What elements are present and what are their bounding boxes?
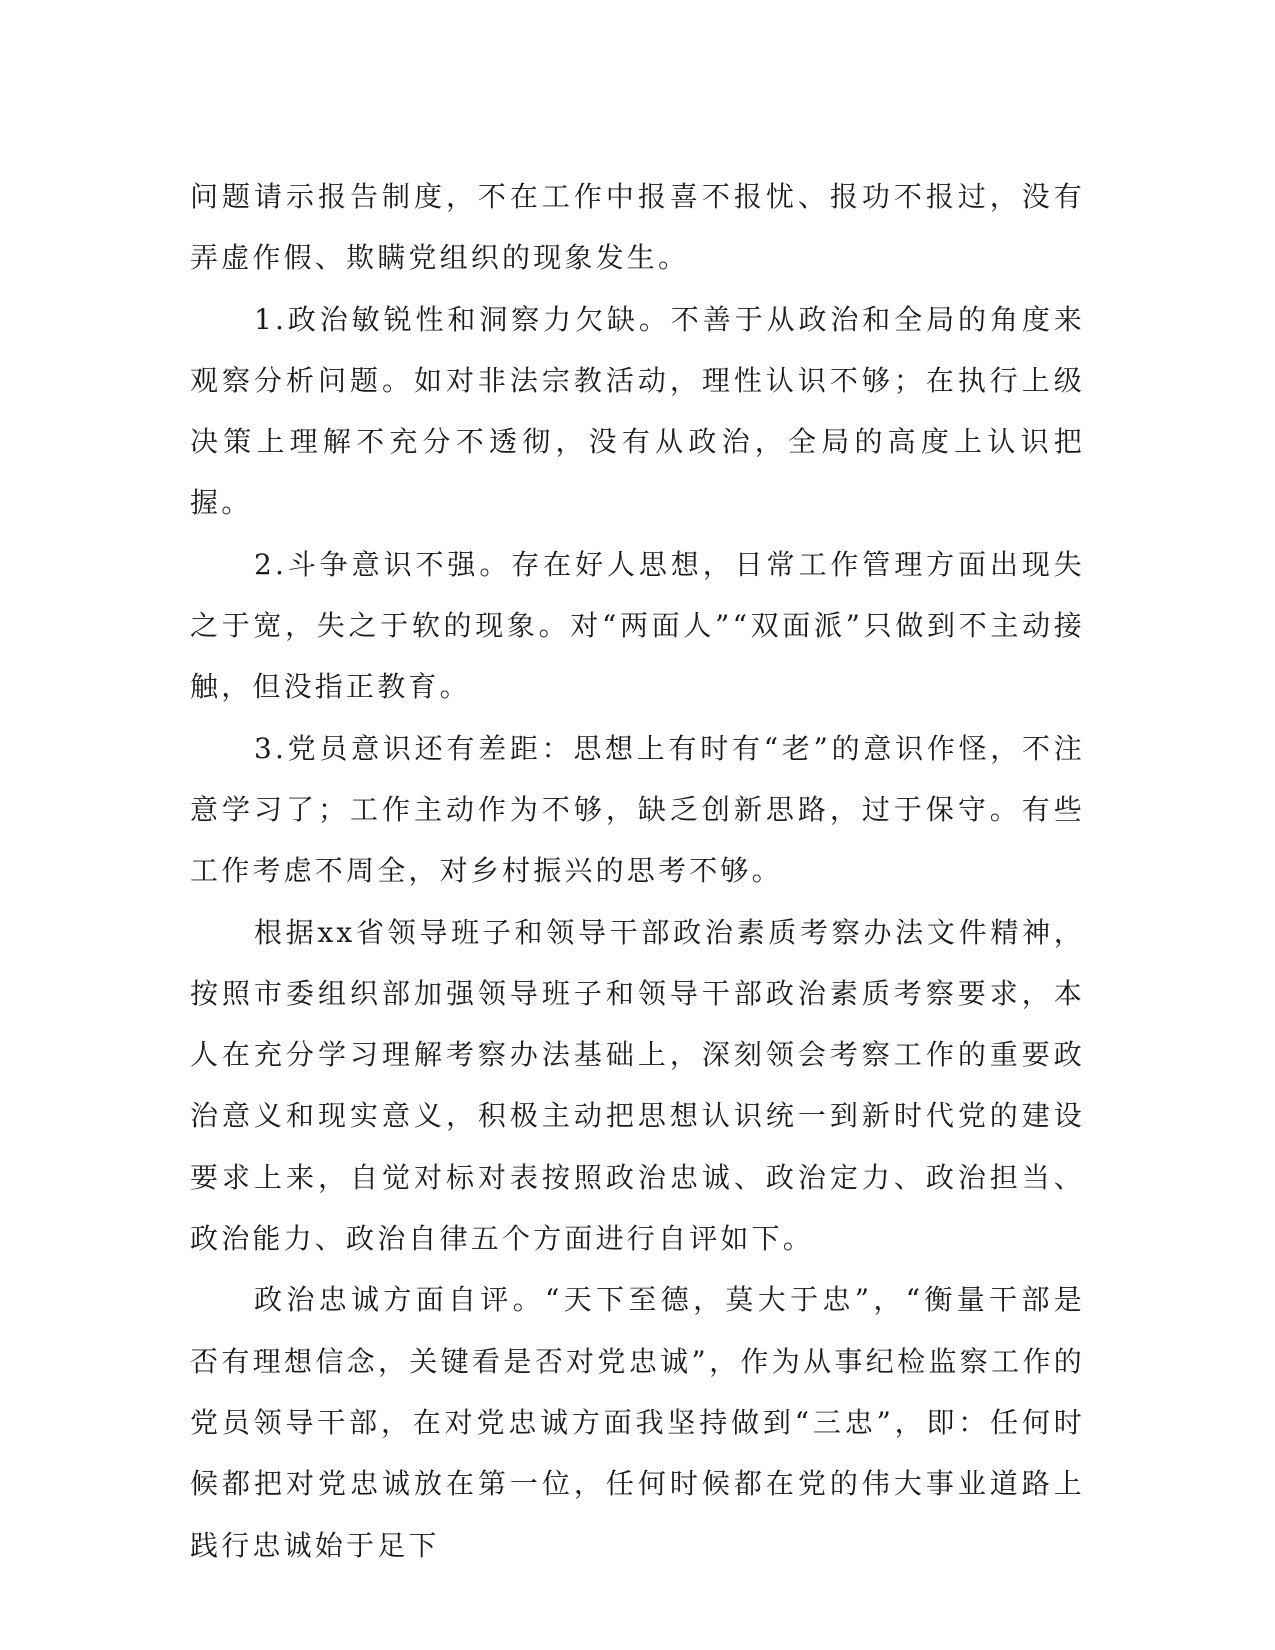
paragraph-political-sensitivity: 1.政治敏锐性和洞察力欠缺。不善于从政治和全局的角度来观察分析问题。如对非法宗教活动，理性认识不够；在执行上级决策上理解不充分不透彻，没有从政治，全局的高度上认识把握。 — [190, 302, 1085, 520]
paragraph-struggle-awareness: 2.斗争意识不强。存在好人思想，日常工作管理方面出现失之于宽，失之于软的现象。对“两面人”“双面派”只做到不主动接触，但没指正教育。 — [190, 547, 1085, 704]
paragraph-party-member-awareness: 3.党员意识还有差距：思想上有时有“老”的意识作怪，不注意学习了；工作主动作为不够，缺乏创新思路，过于保守。有些工作考虑不周全，对乡村振兴的思考不够。 — [190, 731, 1085, 888]
paragraph-political-loyalty: 政治忠诚方面自评。“天下至德，莫大于忠”，“衡量干部是否有理想信念，关键看是否对党忠诚”，作为从事纪检监察工作的党员领导干部，在对党忠诚方面我坚持做到“三忠”，即：任何时候都把对党忠诚放在第一位，任何时候都在党的伟大事业道路上践行忠诚始于足下 — [190, 1283, 1085, 1562]
paragraph-continuation: 问题请示报告制度，不在工作中报喜不报忧、报功不报过，没有弄虚作假、欺瞒党组织的现象发生。 — [190, 180, 1085, 275]
document-body — [190, 166, 1085, 1576]
paragraph-self-evaluation-intro: 根据xx省领导班子和领导干部政治素质考察办法文件精神，按照市委组织部加强领导班子和领导干部政治素质考察要求，本人在充分学习理解考察办法基础上，深刻领会考察工作的重要政治意义和现实意义，积极主动把思想认识统一到新时代党的建设要求上来，自觉对标对表按照政治忠诚、政治定力、政治担当、政治能力、政治自律五个方面进行自评如下。 — [190, 915, 1085, 1256]
